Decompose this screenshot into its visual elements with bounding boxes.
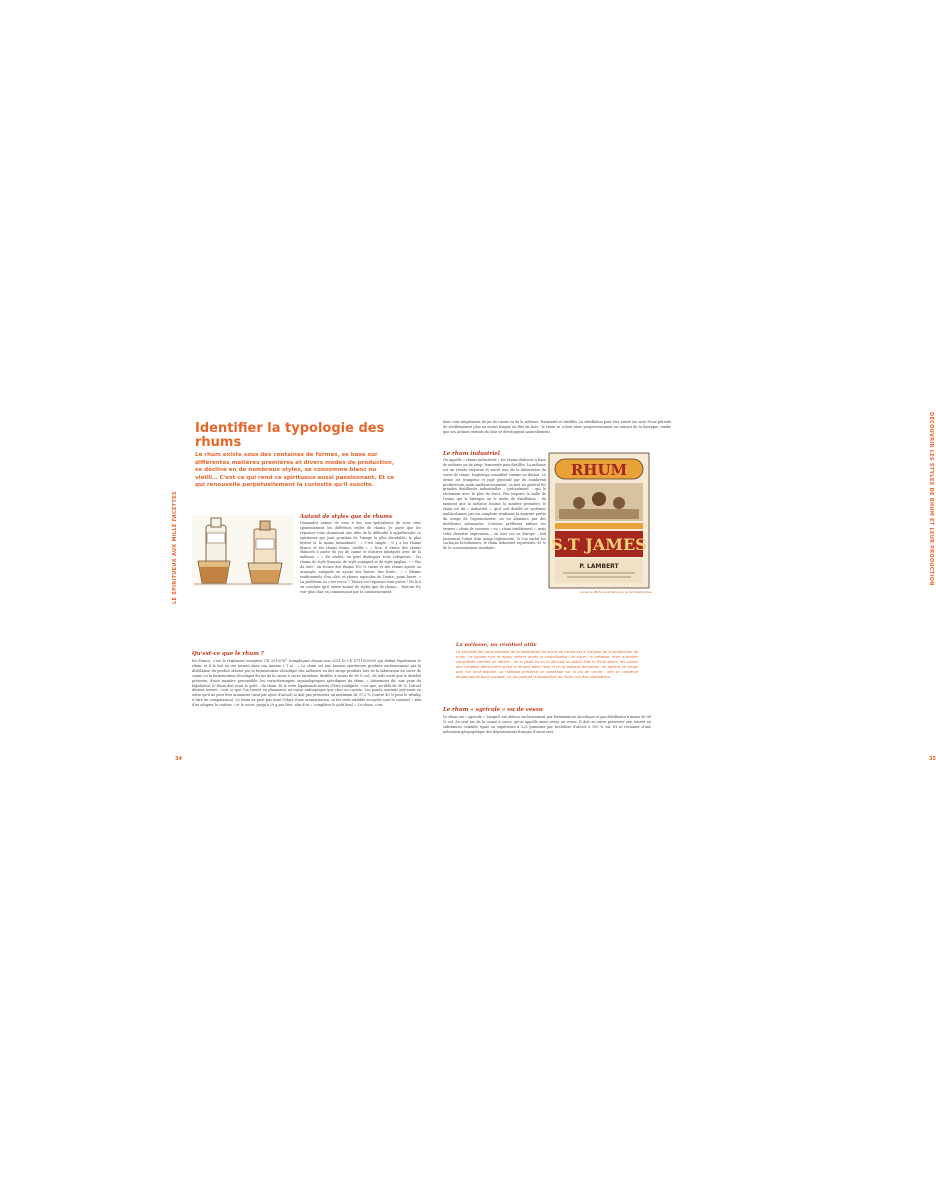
section-text-styles-part2 xyxy=(192,588,421,646)
section-title-what-is-rum: Qu'est-ce que le rhum ? xyxy=(192,651,264,657)
section-text-what-is-rum: En France, c'est le règlement européen UE 2019/787 (remplaçant depuis mai 2021 le CE N°110/2008) qui définit légalement le rhum, et il le fait en ces termes dans son Annexe I 1 a) : « Le rhum est une boisson spiritueuse produite exclusivement par la distillation du produit obtenu par la fermentation alcoolique des mélasses ou des sirops produits lors de la fabrication du sucre de canne ou la fermentation alcoolique du jus de la canne à sucre lui-même, distillés à moins de 96 % vol., de telle sorte que le distillat présente, d'une manière perceptible, les caractéristiques organoleptiques spécifiques du rhum. » Autrement dit, aux yeux du législateur, le rhum doit avoir le goût… du rhum. Et si cette lapalissade mérite d'être soulignée, c'est que, au-delà de 96 %, l'alcool devient neutre : tout ce que l'on trouve en pharmacie au rayon antiseptique que chez un caviste. Les points suivants précisent en outre qu'il ne peut être aromatisé (sauf par ajout d'alcool) ni doit pas présenter un minimum de 37,5 % (contre 40 % pour le whisky, à titre de comparaison). Le rhum ne peut pas faire l'objet d'une aromatisation, ni les seuls additifs acceptés sont le caramel « afin d'en adapter la couleur » et le sucre, jusqu'à 20 g par litre, afin d'en « compléter le goût final ». Le rhum, c'est xyxy=(192,659,421,708)
svg-text:RHUM: RHUM xyxy=(570,461,628,479)
right-side-label: DÉCOUVRIR LES STYLES DE RHUM ET LEUR PRODUCTION xyxy=(928,412,934,586)
box-text: Le procédé des sous-produits de la fabrication du sucre de canne est à l'origine de la production de rhum. Le liquide noir et épais restant après la cristallisation du sucre, la mélasse, était autrefois considérée comme un déchet : on la jetait ou on la donnait au bétail. Dès le XVIIe siècle, les colons des Caraïbes découvrent qu'en la diluant dans l'eau et en la laissant fermenter, on obtient un alcool que l'on peut distiller. La mélasse présente un avantage sur le jus de canne : elle se conserve longtemps et peut voyager, ce qui permet la production de rhum loin des plantations. xyxy=(456,650,638,679)
lead-paragraph: Le rhum existe sous des centaines de formes, se base sur différentes matières premières et divers modes de production, se décline en de nombreux styles, se consomme blanc ou vieilli… C'est ce qui rend ce spiritueux aussi passionnant. Et ce qui renouvelle perpétuellement la curiosité qu'il suscite. xyxy=(195,452,395,489)
svg-text:P. LAMBERT: P. LAMBERT xyxy=(579,563,619,570)
svg-text:S.T JAMES: S.T JAMES xyxy=(551,535,647,554)
rum-glasses-illustration xyxy=(192,515,294,587)
section-text-styles-part1: Demandez autour de vous à des non spécialistes de vous citer spontanément les différents styles de rhums. Je parie que les réponses vous donneront une idée de la difficulté à appréhender ce spiritueux qui jouit pourtant de l'image la plus abordable, la plus festive et la moins intimidante : « C'est simple : il y a les rhums blancs et les rhums bruns, vieillis » « Non, il existe des rhums élaborés à partir du jus de canne et d'autres fabriqués avec de la mélasse. » « En réalité, on peut distinguer trois catégories : les rhums de style français, de style espagnol et de style anglais. » « Pas du tout : on trouve des rhums 100 % canne et des rhums épicés ou arrangés, auxquels on ajoute des épices, des fruits… » « Rhums traditionnels d'un côté, et rhums agricoles de l'autre, point barre. » La problème ici c'est est-ce ? Toutes ces réponses sont justes ! De là à en conclure qu'il existe autant de styles que de rhums… Tentons d'y voir plus clair en commençant par le commencement. xyxy=(300,521,421,594)
intro-text: donc tout simplement du jus de canne ou de la mélasse, fermentés et distillés. La distillation peut être suivie (ou non) d'une période de vieillissement plus ou moins longue en fûts de bois : le rhum se colore alors progressivement au contact de la barrique, tandis que ses arômes extraits du bois se développent naturellement. xyxy=(443,420,671,434)
section-title-agricultural: Le rhum « agricole » ou de vesou xyxy=(443,707,543,713)
box-title: La mélasse, un résiduel utile xyxy=(456,642,537,648)
saint-james-poster xyxy=(549,453,649,588)
left-page-number: 34 xyxy=(175,756,182,762)
poster-caption: Ancienne affiche publicitaire pour le rhum Saint-James. xyxy=(580,591,652,594)
rum-glasses-icon xyxy=(192,515,294,587)
left-page xyxy=(173,408,425,766)
section-text-industrial: On appelle « rhums industriels » les rhums élaborés à base de mélasse ou de sirop, fermentés puis distillés. La mélasse est un résidu visqueux et sucré issu de la fabrication du sucre de canne, longtemps considéré comme un déchet. Le terme est trompeur et jugé péjoratif par de nombreux producteurs, mais malheureusement, ce mot en général les grandes distilleries industrielles – précisément – qui le réclament avec le plus de force. Peu importe la taille de l'usine qui le fabrique ou le mode de distillation : du moment que la mélasse fournit la matière première, le rhum est dit « industriel », qu'il soit distillé en systèmes multicolonnes par un complexe rivalisant la majeure partie du temps de l'agroindustrie, ou en alambics par des distilleries artisanales. Certains préfèrent utiliser les termes « rhum de sucrerie » ou « rhum traditionnel », mais cette dernière expression – en tout cas en Europe – fait justement l'objet d'un usage réglementé. Si l'on exclut les cachaças brésiliennes, le rhum industriel représente 95 % de la consommation mondiale. xyxy=(443,458,546,551)
right-page-number: 35 xyxy=(929,756,936,762)
section-title-styles: Autant de styles que de rhums xyxy=(300,514,392,520)
left-side-label: LE SPIRITUEUX AUX MILLE FACETTES xyxy=(172,491,178,604)
page-title: Identifier la typologie des rhums xyxy=(195,421,385,450)
section-text-agricultural: Le rhum est « agricole » lorsqu'il est obtenu exclusivement par fermentation alcoolique et par distillation à moins de 96 % vol. du seul jus de la canne à sucre, qu'on appelle aussi vesou ou vezou. Il doit en outre présenter une teneur en substances volatiles égale ou supérieure à 225 grammes par hectolitre d'alcool à 100 % vol. Et se réclamer d'une indication géographique des départements français d'outre-mer xyxy=(443,715,651,734)
section-title-industrial: Le rhum industriel xyxy=(443,451,500,457)
rum-poster-icon xyxy=(549,453,649,588)
